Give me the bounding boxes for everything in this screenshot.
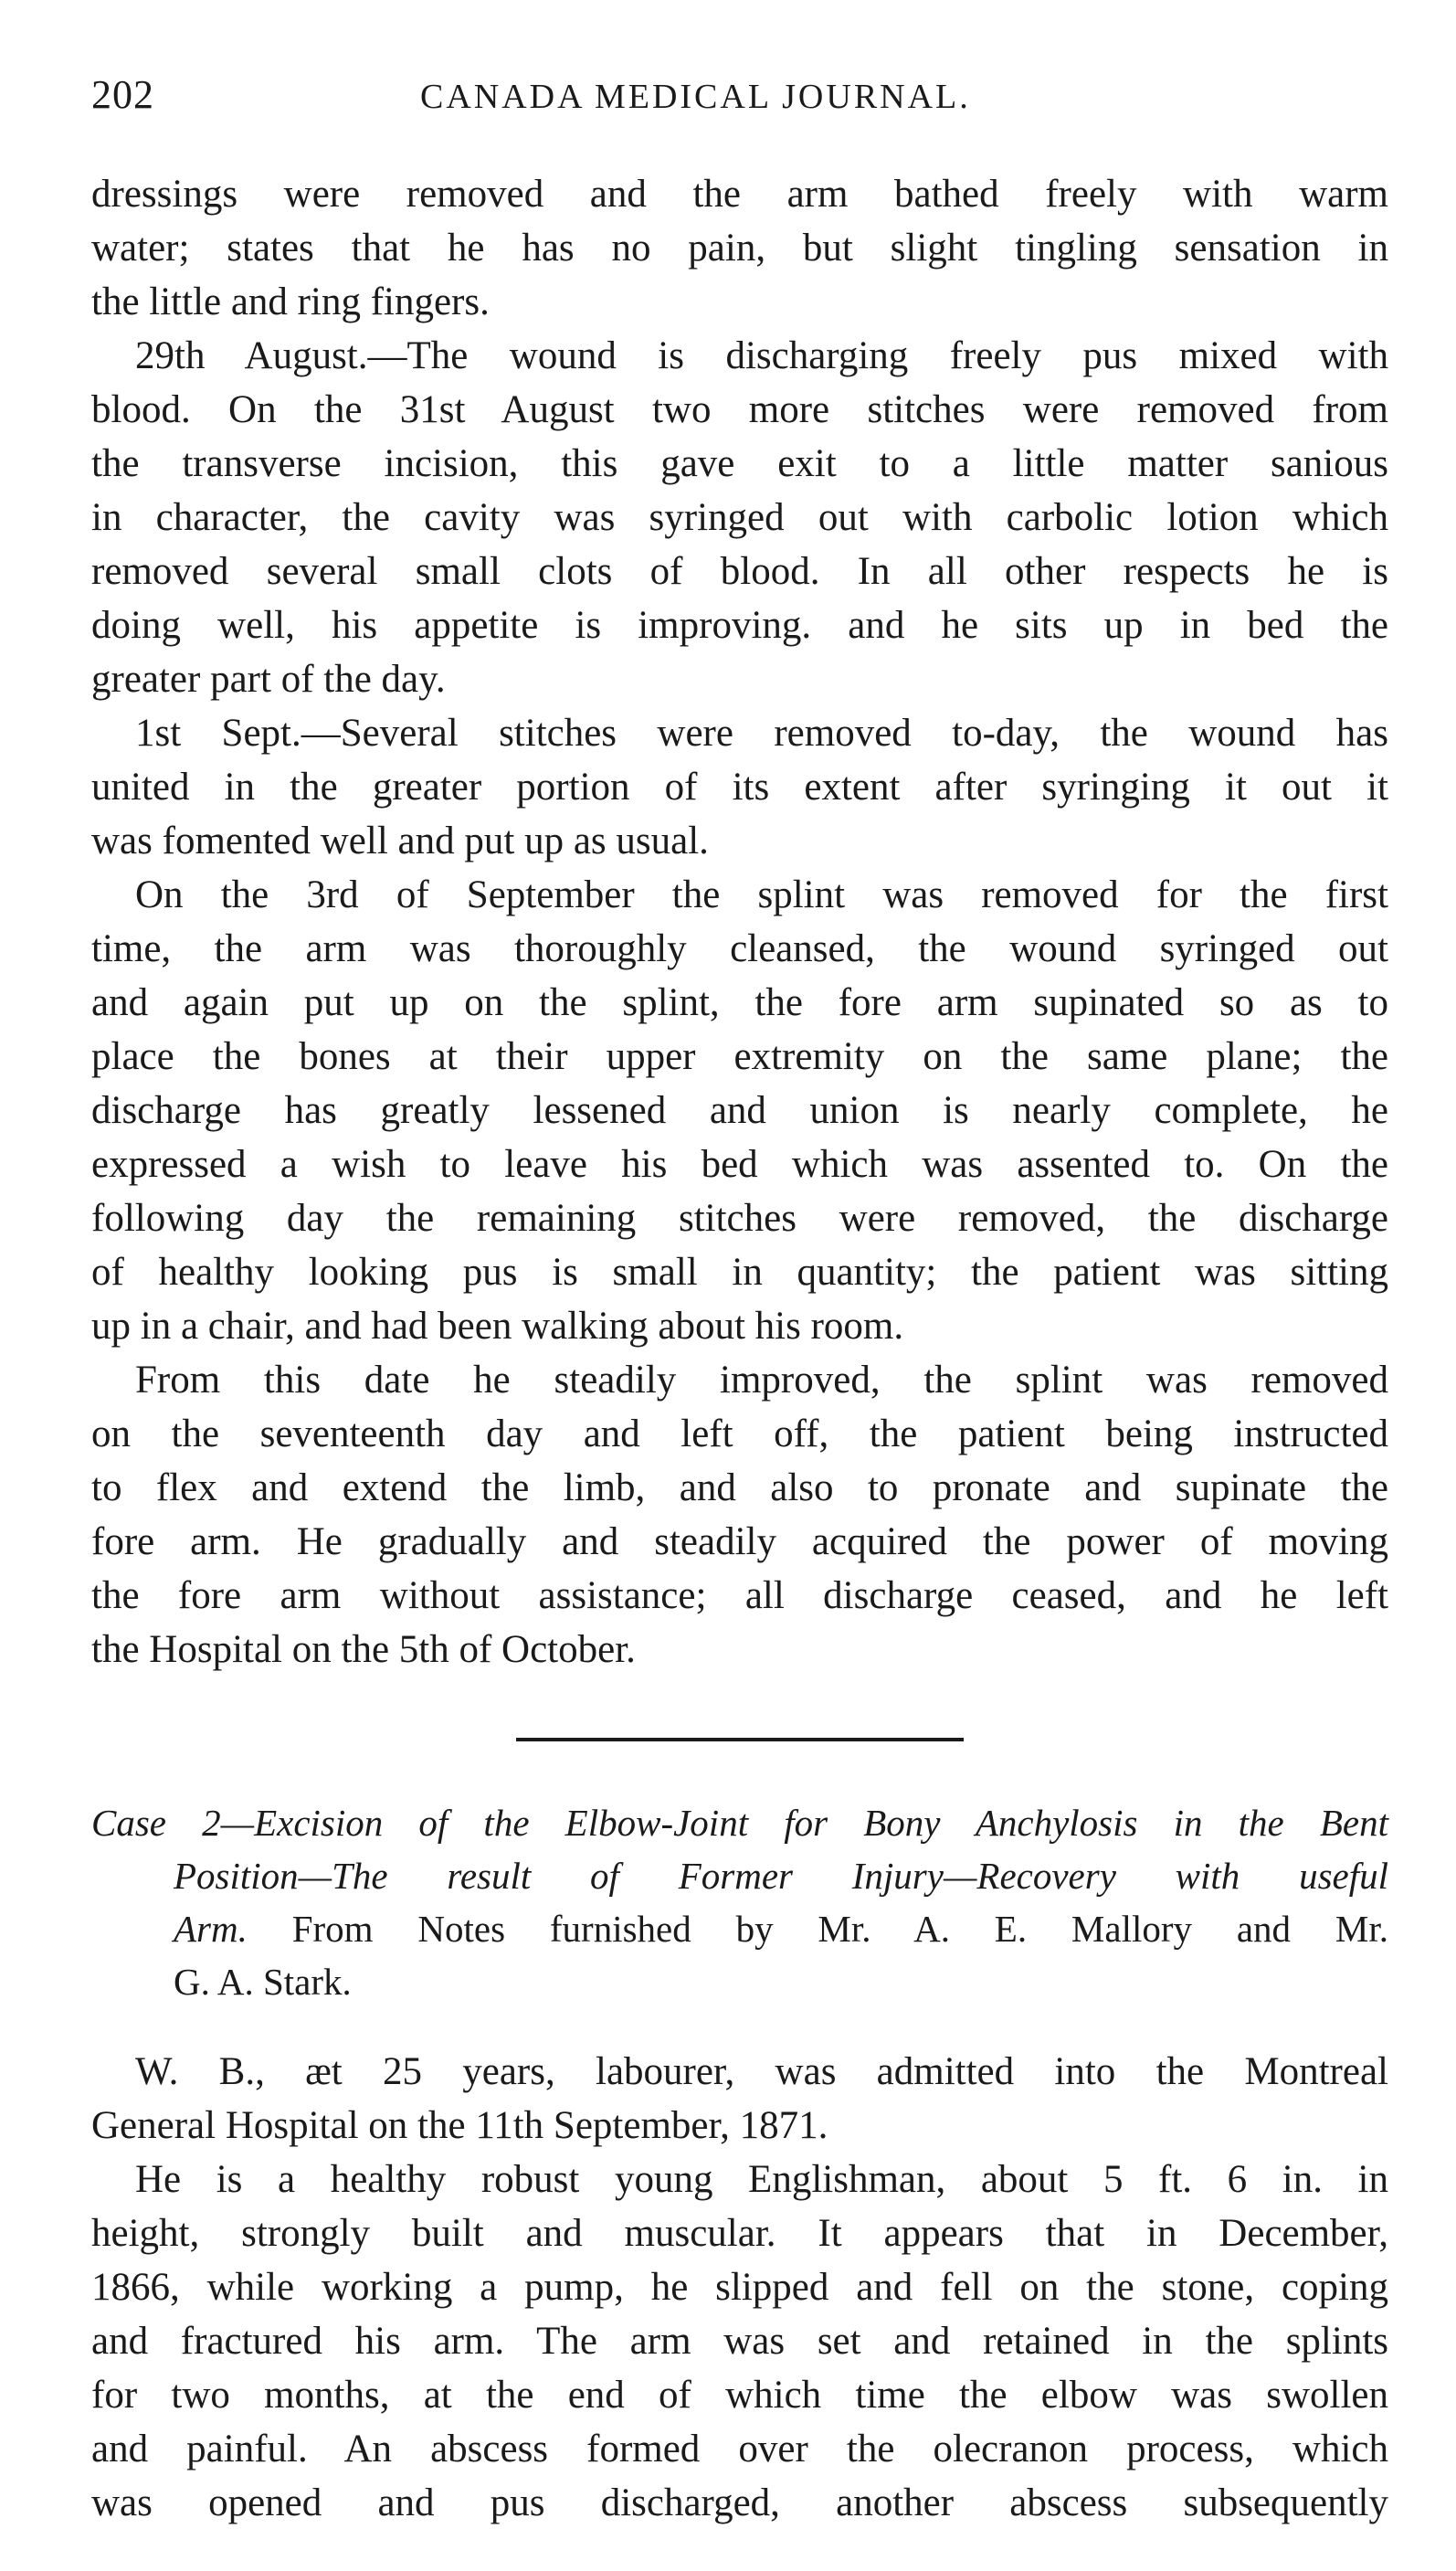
paragraph-4 — [91, 868, 1388, 1353]
section-divider — [516, 1738, 964, 1741]
text-line: united in the greater portion of its extent after syringing it out it — [91, 766, 1388, 809]
text-line: blood. On the 31st August two more stitches were removed from — [91, 388, 1388, 431]
case-title-fragment: Arm. — [174, 1908, 248, 1950]
text-line: water; states that he has no pain, but slight tingling sensation in — [91, 227, 1388, 270]
text-line: 1st Sept.—Several stitches were removed to-day, the wound has — [135, 712, 1388, 755]
text-line: following day the remaining stitches were removed, the discharge — [91, 1197, 1388, 1240]
text-line: was opened and pus discharged, another abscess subsequently — [91, 2481, 1388, 2524]
case-paragraph-1 — [91, 2045, 1388, 2153]
case-title-line: Position—The result of Former Injury—Recovery with useful — [174, 1855, 1388, 1897]
text-line: was fomented well and put up as usual. — [91, 820, 709, 862]
text-line: the fore arm without assistance; all discharge ceased, and he left — [91, 1574, 1388, 1617]
text-line: dressings were removed and the arm bathed freely with warm — [91, 173, 1388, 216]
text-line: On the 3rd of September the splint was removed for the first — [135, 873, 1388, 916]
text-line: height, strongly built and muscular. It appears that in December, — [91, 2212, 1388, 2255]
case-attribution: From Notes furnished by Mr. A. E. Mallory and Mr. — [291, 1908, 1388, 1950]
text-line: of healthy looking pus is small in quantity; the patient was sitting — [91, 1251, 1388, 1294]
text-line: in character, the cavity was syringed out with carbolic lotion which — [91, 496, 1388, 539]
text-line: He is a healthy robust young Englishman, about 5 ft. 6 in. in — [135, 2158, 1388, 2201]
case-title-line — [91, 1902, 1388, 1955]
text-line: discharge has greatly lessened and union is nearly complete, he — [91, 1089, 1388, 1132]
text-line: greater part of the day. — [91, 658, 446, 701]
text-line: to flex and extend the limb, and also to pronate and supinate the — [91, 1466, 1388, 1509]
case-paragraph-2 — [91, 2153, 1388, 2530]
paragraph-2 — [91, 329, 1388, 706]
paragraph-5 — [91, 1353, 1388, 1677]
text-line: time, the arm was thoroughly cleansed, the wound syringed out — [91, 927, 1388, 970]
text-line: the little and ring fingers. — [91, 280, 490, 323]
text-line: and again put up on the splint, the fore arm supinated so as to — [91, 981, 1388, 1024]
text-line: place the bones at their upper extremity on the same plane; the — [91, 1035, 1388, 1078]
text-line: General Hospital on the 11th September, 1871. — [91, 2104, 828, 2147]
paragraph-3 — [91, 706, 1388, 868]
text-line: 1866, while working a pump, he slipped and fell on the stone, coping — [91, 2266, 1388, 2309]
page-number: 202 — [91, 72, 154, 117]
text-line: and painful. An abscess formed over the olecranon process, which — [91, 2428, 1388, 2470]
text-line: 29th August.—The wound is discharging freely pus mixed with — [135, 334, 1388, 377]
journal-title: CANADA MEDICAL JOURNAL. — [420, 78, 971, 116]
case-attribution-line: G. A. Stark. — [174, 1961, 352, 2003]
text-line: the Hospital on the 5th of October. — [91, 1628, 636, 1671]
text-line: for two months, at the end of which time the elbow was swollen — [91, 2374, 1388, 2417]
paragraph-1 — [91, 167, 1388, 329]
text-line: W. B., æt 25 years, labourer, was admitted into the Montreal — [135, 2050, 1388, 2093]
text-line: doing well, his appetite is improving. and he sits up in bed the — [91, 604, 1388, 647]
text-line: From this date he steadily improved, the splint was removed — [135, 1359, 1388, 1402]
running-head — [91, 71, 1388, 126]
text-line: on the seventeenth day and left off, the patient being instructed — [91, 1412, 1388, 1455]
text-line: fore arm. He gradually and steadily acquired the power of moving — [91, 1520, 1388, 1563]
text-line: and fractured his arm. The arm was set and retained in the splints — [91, 2320, 1388, 2363]
text-line: up in a chair, and had been walking about his room. — [91, 1305, 904, 1348]
text-line: expressed a wish to leave his bed which was assented to. On the — [91, 1143, 1388, 1186]
text-line: removed several small clots of blood. In all other respects he is — [91, 550, 1388, 593]
case-heading — [91, 1796, 1388, 2008]
text-line: the transverse incision, this gave exit to a little matter sanious — [91, 442, 1388, 485]
case-title-line: Case 2—Excision of the Elbow-Joint for Bony Anchylosis in the Bent — [91, 1802, 1388, 1844]
